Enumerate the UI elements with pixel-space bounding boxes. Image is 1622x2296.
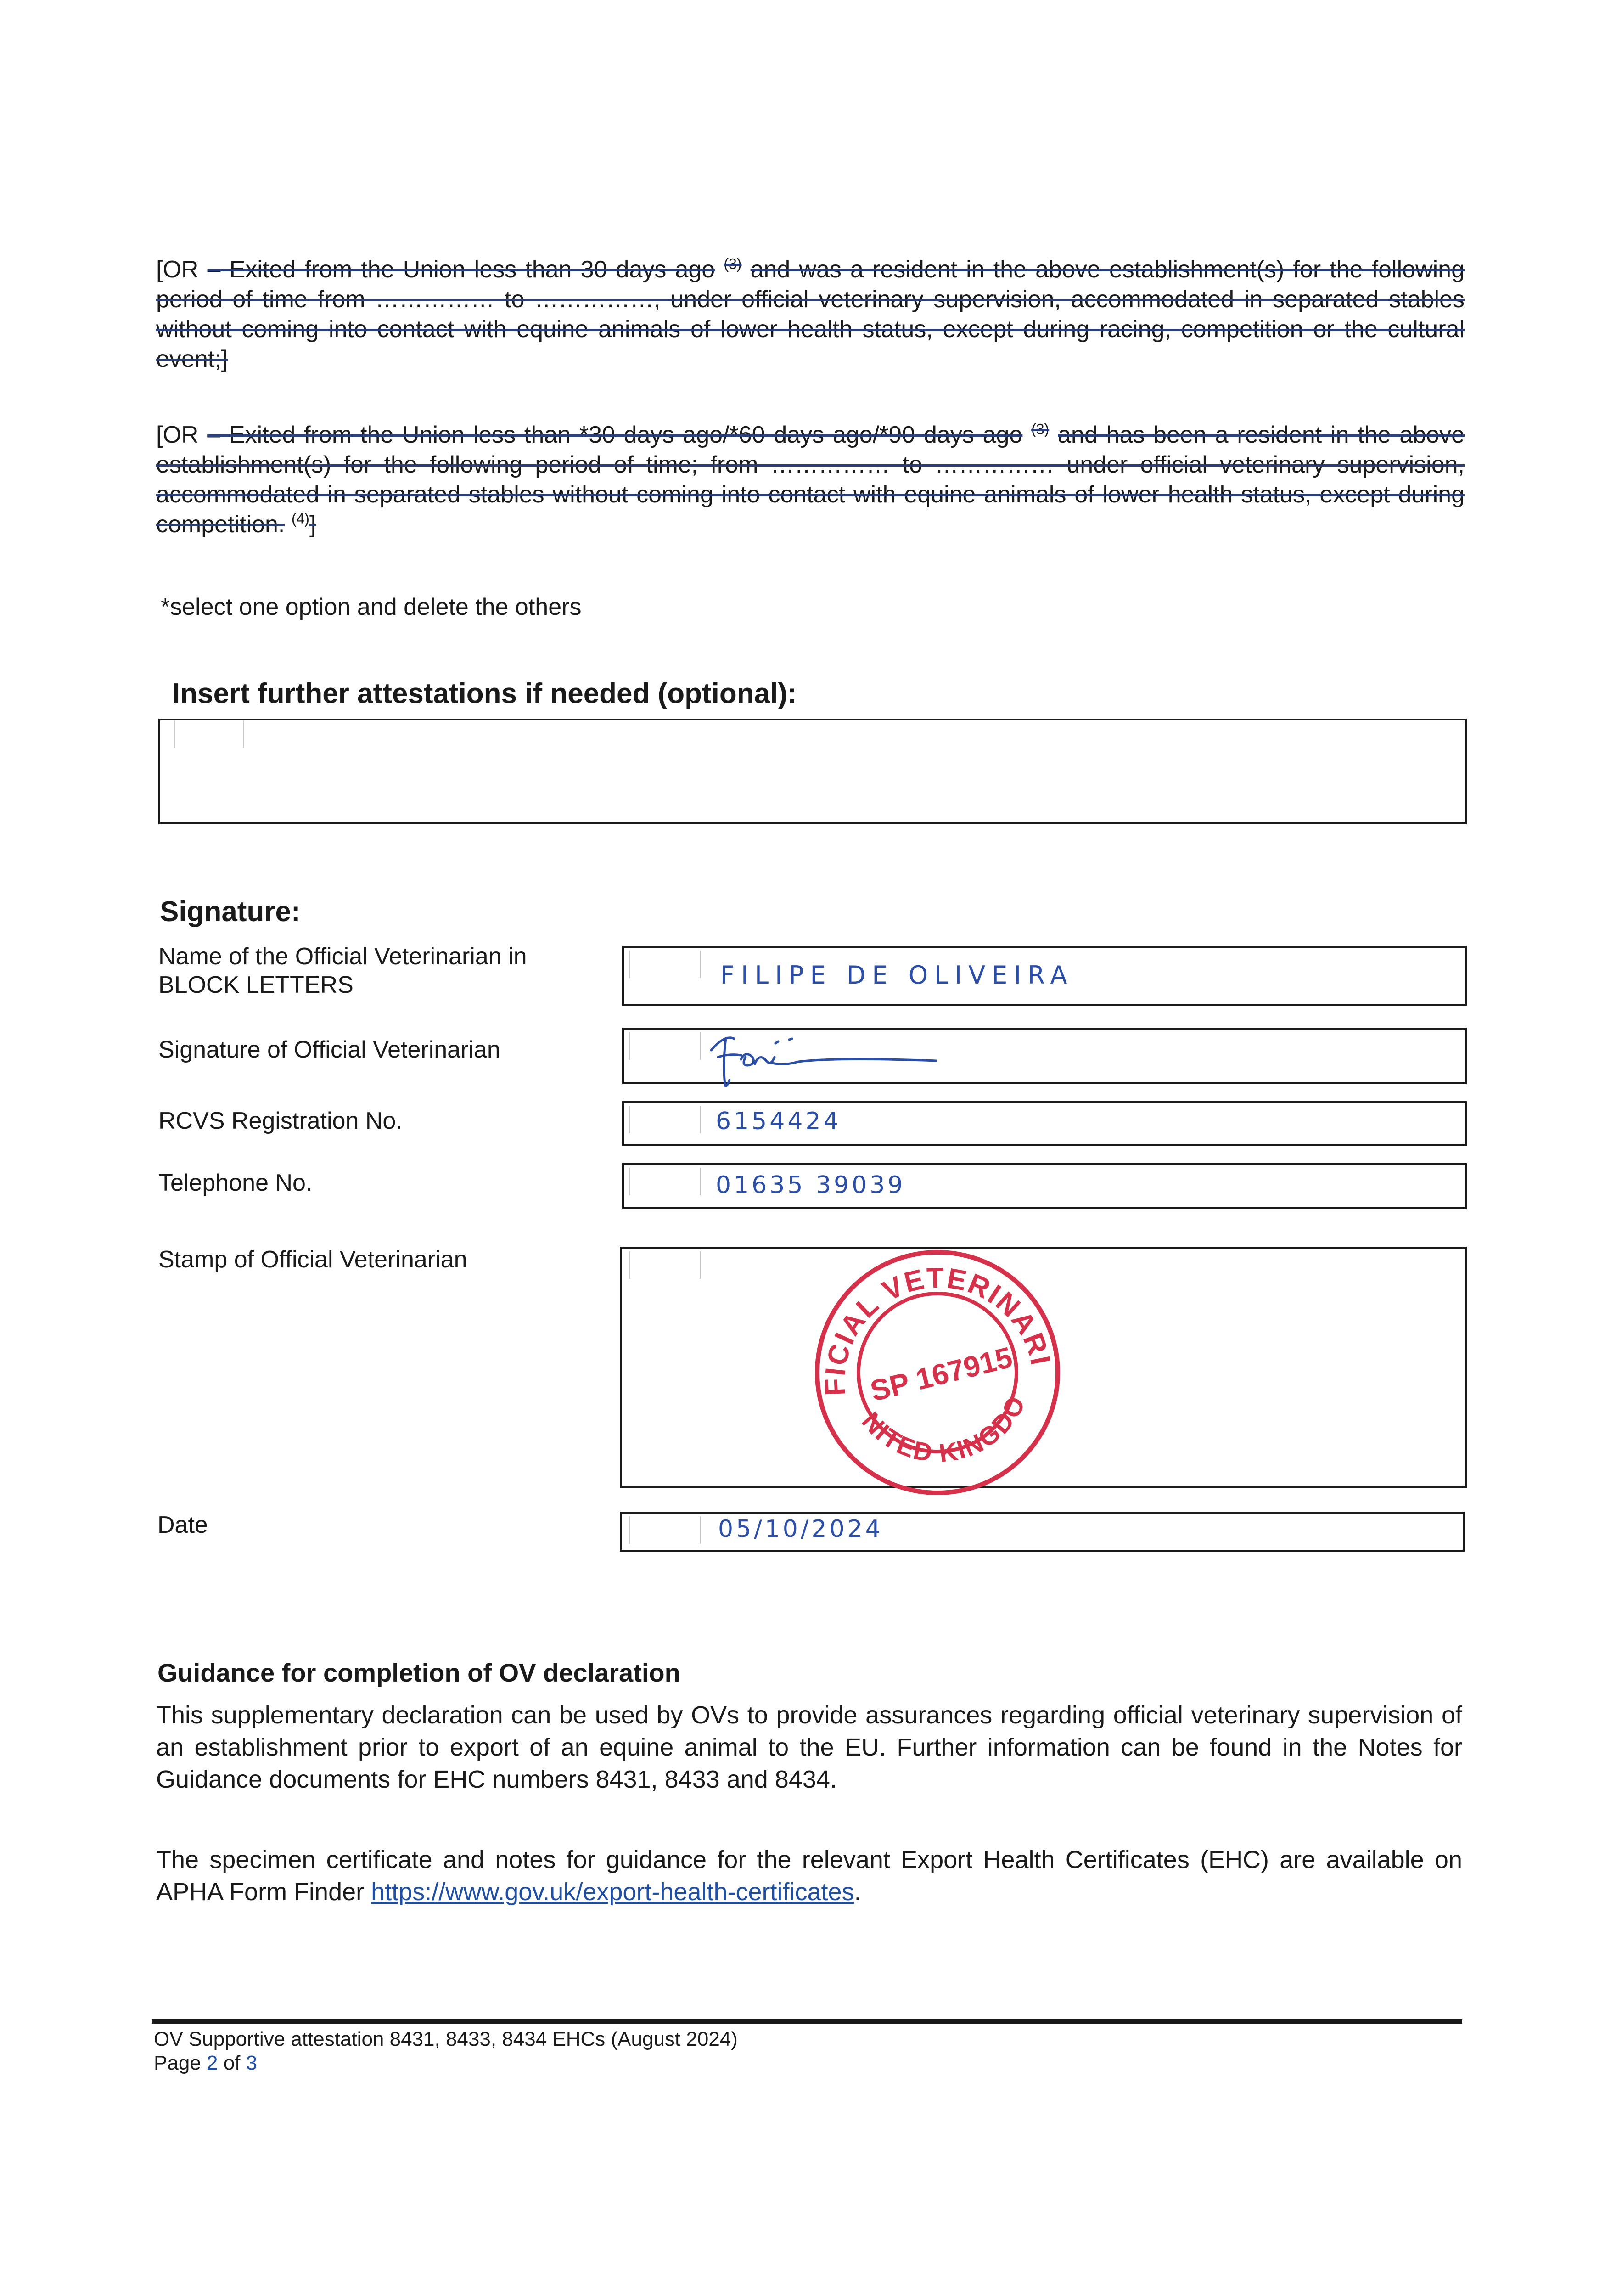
rcvs-label: RCVS Registration No. [158, 1108, 403, 1134]
option-prefix: [OR [156, 422, 199, 448]
name-field[interactable] [622, 946, 1467, 1006]
signature-field[interactable] [622, 1028, 1467, 1084]
guidance-paragraph-2-text: The specimen certificate and notes for guidance for the relevant Export Health Certificates (EHC) are available on APHA Form Finder [156, 1846, 1462, 1906]
stamp-top-text: OFFICIAL VETERINARIAN [819, 1262, 1057, 1397]
official-stamp [809, 1244, 1066, 1501]
option-text: – Exited from the Union less than 30 days ago [207, 256, 715, 283]
option-prefix: [OR [156, 256, 199, 283]
stamp-bottom-text: UNITED KINGDOM [856, 1390, 1032, 1468]
telephone-value: 01635 39039 [716, 1171, 906, 1199]
field-cursor-mark [700, 1106, 701, 1133]
field-cursor-mark [700, 951, 701, 978]
page-word: Page [154, 2052, 201, 2074]
date-label: Date [157, 1512, 208, 1538]
field-cursor-mark [629, 951, 630, 978]
signature-label: Signature of Official Veterinarian [158, 1036, 500, 1063]
footnote-ref: (3) [1031, 421, 1050, 438]
name-label: Name of the Official Veterinarian in BLOCK LETTERS [158, 943, 527, 998]
field-cursor-mark [629, 1251, 630, 1279]
stamp-label: Stamp of Official Veterinarian [158, 1246, 467, 1273]
rcvs-field[interactable] [622, 1101, 1467, 1146]
option-rest: and was a resident in the above establishment(s) for the following period of time from …………… to ……………, under official veterinary supervision, accommodated in separated stables without coming into contact with equine animals of lower health status, except during racing, competition or the cultural event;] [156, 256, 1465, 372]
attestations-box[interactable] [158, 719, 1467, 824]
signature-heading: Signature: [160, 896, 301, 928]
stamp-field[interactable] [620, 1247, 1467, 1488]
footer-page-number [154, 2051, 257, 2075]
field-cursor-mark [700, 1251, 701, 1279]
page-of: of [223, 2052, 241, 2074]
attestations-heading: Insert further attestations if needed (optional): [172, 678, 797, 709]
field-cursor-mark [629, 1168, 630, 1195]
footer-title: OV Supportive attestation 8431, 8433, 8434 EHCs (August 2024) [154, 2028, 738, 2050]
telephone-label: Telephone No. [158, 1170, 313, 1196]
guidance-heading: Guidance for completion of OV declaration [157, 1658, 680, 1687]
page-current: 2 [207, 2052, 218, 2074]
footnote-ref-2: (4) [291, 510, 309, 527]
page-total: 3 [246, 2052, 258, 2074]
guidance-paragraph-2 [156, 1844, 1462, 1908]
rcvs-value: 6154424 [716, 1108, 842, 1135]
option-end: ] [309, 511, 316, 538]
handwritten-signature [697, 1025, 954, 1094]
field-cursor-mark [629, 1032, 630, 1060]
option-rest: and has been a resident in the above establishment(s) for the following period of time; from …………… to …………… under official veterinary supervision, accommodated in separated stables without coming into contact with equine animals of lower health status, except during competition. [156, 422, 1465, 538]
field-cursor-mark [629, 1106, 630, 1133]
export-health-certificates-link[interactable]: https://www.gov.uk/export-health-certificates [371, 1878, 854, 1906]
stamp-center-text: SP 167915 [867, 1340, 1016, 1408]
field-cursor-mark [174, 720, 175, 748]
date-value: 05/10/2024 [718, 1515, 883, 1543]
guidance-paragraph-2-end: . [854, 1878, 861, 1906]
telephone-field[interactable] [622, 1163, 1467, 1209]
struck-option-1 [156, 255, 1465, 374]
field-cursor-mark [629, 1516, 630, 1544]
guidance-paragraph-1: This supplementary declaration can be used by OVs to provide assurances regarding official veterinary supervision of an establishment prior to export of an equine animal to the EU. Further information can be found in the Notes for Guidance documents for EHC numbers 8431, 8433 and 8434. [156, 1701, 1462, 1793]
footnote-ref: (3) [724, 255, 742, 272]
struck-option-2 [156, 420, 1465, 540]
field-cursor-mark [700, 1516, 701, 1544]
select-note: *select one option and delete the others [161, 594, 582, 620]
date-field[interactable] [620, 1512, 1465, 1552]
option-text: – Exited from the Union less than *30 days ago/*60 days ago/*90 days ago [207, 422, 1023, 448]
field-cursor-mark [243, 720, 244, 748]
footer-divider [152, 2019, 1462, 2024]
name-value: FILIPE DE OLIVEIRA [720, 961, 1074, 990]
field-cursor-mark [700, 1168, 701, 1195]
